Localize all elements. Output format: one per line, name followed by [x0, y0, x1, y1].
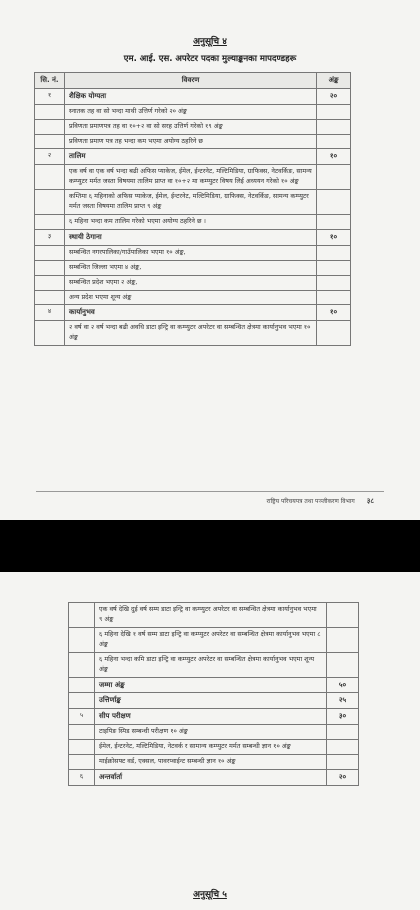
- marks-cell: ३०: [327, 709, 359, 725]
- marks-cell: [317, 190, 351, 215]
- description-cell: ६ महिना देखि १ वर्ष सम्म डाटा इन्ट्रि वा कम्प्युटर अपरेटर वा सम्बन्धित क्षेत्रमा कार्यानुभव भएमा ८ अंङ्क: [95, 627, 327, 652]
- table-row: [69, 754, 359, 769]
- serial-cell: [69, 677, 95, 693]
- serial-cell: १: [35, 88, 65, 104]
- serial-cell: [69, 739, 95, 754]
- marks-cell: [317, 214, 351, 229]
- section-row: [35, 88, 351, 104]
- marks-cell: ५०: [327, 677, 359, 693]
- serial-cell: [35, 134, 65, 149]
- serial-cell: [35, 245, 65, 260]
- description-cell: ईमेल, ईन्टरनेट, मल्टिमिडिया, नेटवर्क र सामान्य कम्प्युटर मर्मत सम्बन्धी ज्ञान १० अंङ्क: [95, 739, 327, 754]
- footer-divider: [36, 491, 384, 492]
- marks-cell: [317, 260, 351, 275]
- marks-cell: [327, 603, 359, 628]
- criteria-table: [34, 72, 351, 346]
- description-cell: टाइपिङ स्पिड सम्बन्धी परीक्षण १० अंङ्क: [95, 725, 327, 740]
- description-cell: स्नातक तह वा सो भन्दा माथी उत्तिर्ण गरेको २० अंङ्क: [65, 104, 317, 119]
- marks-cell: [317, 119, 351, 134]
- marks-cell: [317, 290, 351, 305]
- column-header-marks: अंङ्क: [317, 73, 351, 89]
- table-row: [69, 603, 359, 628]
- description-cell: सम्बन्धित प्रदेश भएमा २ अंङ्क,: [65, 275, 317, 290]
- description-cell: २ वर्ष वा २ वर्ष भन्दा बढी अवधि डाटा इन्ट्रि वा कम्प्युटर अपरेटर वा सम्बन्धित क्षेत्रमा कार्यानुभव भएमा १० अंङ्क: [65, 321, 317, 346]
- serial-cell: २: [35, 149, 65, 165]
- section-row: [35, 305, 351, 321]
- serial-cell: [35, 321, 65, 346]
- marks-cell: १०: [317, 229, 351, 245]
- footer-text: राष्ट्रिय परिचयपत्र तथा पञ्जीकरण विभाग: [266, 498, 355, 505]
- table-row: [35, 260, 351, 275]
- table-row: [35, 119, 351, 134]
- page-number: ३८: [366, 497, 374, 505]
- marks-cell: [317, 165, 351, 190]
- serial-cell: [69, 627, 95, 652]
- description-cell: ६ महिना भन्दा कम तालिम गरेको भएमा अयोग्य ठहरिने छ ।: [65, 214, 317, 229]
- marks-cell: [327, 754, 359, 769]
- table-row: [35, 190, 351, 215]
- table-row: [35, 321, 351, 346]
- marks-cell: २५: [327, 693, 359, 709]
- description-cell: एक वर्ष वा एक वर्ष भन्दा बढी अफिस प्याकेज, ईमेल, ईन्टरनेट, मल्टिमिडिया, ग्राफिक्स, नेटवर्किङ, सामन्य कम्प्युटर मर्मत जस्ता विषयमा तालिम प्राप्त वा १०+२ मा कम्प्युटर विषय लिई अध्ययन गरेको १० अंङ्क: [65, 165, 317, 190]
- table-row: [35, 214, 351, 229]
- table-row: [69, 725, 359, 740]
- section-row: [69, 709, 359, 725]
- marks-cell: [317, 134, 351, 149]
- description-cell: अन्य प्रदेश भएमा शून्य अंङ्क: [65, 290, 317, 305]
- description-cell: शैक्षिक योग्यता: [65, 88, 317, 104]
- serial-cell: [35, 119, 65, 134]
- serial-cell: [35, 214, 65, 229]
- table-row: [35, 134, 351, 149]
- serial-cell: [35, 290, 65, 305]
- description-cell: माईक्रोसफ्ट वर्ड, एक्सल, पावरप्वाईन्ट सम्बन्धी ज्ञान १० अंङ्क: [95, 754, 327, 769]
- table-row: [35, 104, 351, 119]
- description-cell: एक वर्ष देखि दुई वर्ष सम्म डाटा इन्ट्रि वा कम्प्युटर अपरेटर वा सम्बन्धित क्षेत्रमा कार्यानुभव भएमा ९ अंङ्क: [95, 603, 327, 628]
- marks-cell: १०: [317, 305, 351, 321]
- annex-heading: अनुसूचि ४: [193, 37, 227, 47]
- description-cell: प्रविणता प्रमाण पत्र तह भन्दा कम भएमा अयोग्य ठहरिने छ: [65, 134, 317, 149]
- description-cell: कम्तिमा ६ महिनाको अफिस प्याकेज, ईमेल, ईन्टरनेट, मल्टिमिडिया, ग्राफिक्स, नेटवर्किङ, सामन्य कम्प्युटर मर्मत जस्ता विषयमा तालिम प्राप्त ९ अंङ्क: [65, 190, 317, 215]
- serial-cell: ४: [35, 305, 65, 321]
- description-cell: प्रविणता प्रमाणपत्र तह वा १०+२ वा सो सरह उत्तिर्ण गरेको १९ अंङ्क: [65, 119, 317, 134]
- column-header-sn: सि. नं.: [35, 73, 65, 89]
- description-cell: जम्मा अंङ्क: [95, 677, 327, 693]
- table-title: एम. आई. एस. अपरेटर पदका मुल्याङ्कनका मापदण्डहरू: [123, 54, 297, 64]
- table-row: [69, 627, 359, 652]
- page-footer: [267, 497, 374, 506]
- serial-cell: [69, 725, 95, 740]
- serial-cell: ३: [35, 229, 65, 245]
- section-row: [69, 677, 359, 693]
- serial-cell: [35, 165, 65, 190]
- serial-cell: [35, 190, 65, 215]
- column-header-description: विवरण: [65, 73, 317, 89]
- serial-cell: [69, 652, 95, 677]
- description-cell: उत्तिर्णाङ्क: [95, 693, 327, 709]
- marks-cell: [317, 321, 351, 346]
- marks-cell: [327, 725, 359, 740]
- description-cell: सम्बन्धित नगरपालिका/गाउँपालिका भएमा १० अंङ्क,: [65, 245, 317, 260]
- description-cell: सम्बन्धित जिल्ला भएमा ४ अंङ्क,: [65, 260, 317, 275]
- section-row: [35, 149, 351, 165]
- marks-cell: २०: [317, 88, 351, 104]
- serial-cell: [35, 104, 65, 119]
- section-row: [35, 229, 351, 245]
- table-row: [35, 275, 351, 290]
- section-row: [69, 769, 359, 785]
- table-row: [69, 652, 359, 677]
- marks-cell: [317, 104, 351, 119]
- description-cell: स्थायी ठेगाना: [65, 229, 317, 245]
- description-cell: अन्तर्वार्ता: [95, 769, 327, 785]
- serial-cell: [69, 754, 95, 769]
- marks-cell: [327, 627, 359, 652]
- marks-cell: [327, 652, 359, 677]
- description-cell: सीप परीक्षण: [95, 709, 327, 725]
- serial-cell: [69, 603, 95, 628]
- description-cell: कार्यानुभव: [65, 305, 317, 321]
- table-row: [35, 290, 351, 305]
- table-row: [35, 245, 351, 260]
- serial-cell: [69, 693, 95, 709]
- marks-cell: २०: [327, 769, 359, 785]
- description-cell: ६ महिना भन्दा कमि डाटा इन्ट्रि वा कम्प्युटर अपरेटर वा सम्बन्धित क्षेत्रमा कार्यानुभव भएमा शून्य अंङ्क: [95, 652, 327, 677]
- annex-5-heading: अनुसूचि ५: [193, 890, 227, 900]
- marks-cell: [327, 739, 359, 754]
- document-page-2: [0, 572, 420, 910]
- serial-cell: [35, 260, 65, 275]
- serial-cell: [35, 275, 65, 290]
- table-header-row: [35, 73, 351, 89]
- criteria-table-continued: [68, 602, 359, 786]
- table-row: [35, 165, 351, 190]
- serial-cell: ६: [69, 769, 95, 785]
- description-cell: तालिम: [65, 149, 317, 165]
- section-row: [69, 693, 359, 709]
- marks-cell: [317, 275, 351, 290]
- marks-cell: १०: [317, 149, 351, 165]
- serial-cell: ५: [69, 709, 95, 725]
- marks-cell: [317, 245, 351, 260]
- table-row: [69, 739, 359, 754]
